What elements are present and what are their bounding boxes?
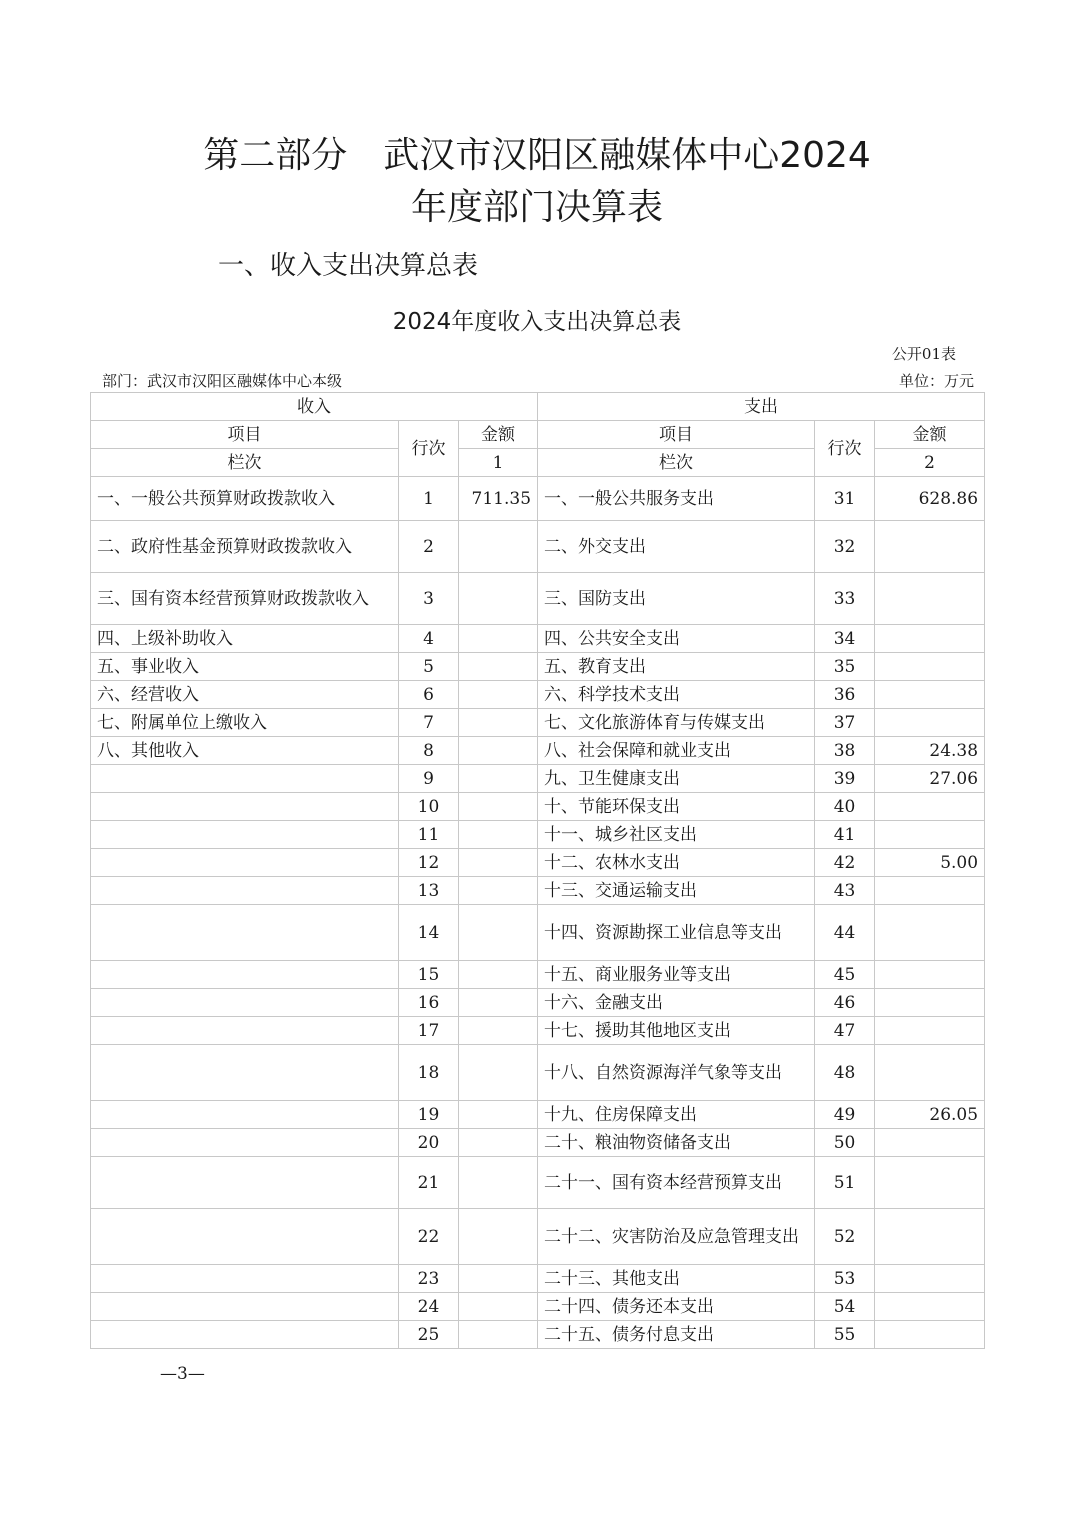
header-income: 收入 <box>91 393 538 421</box>
income-item-cell: 五、事业收入 <box>91 653 399 681</box>
expense-item-cell: 四、公共安全支出 <box>538 625 815 653</box>
header-row-columns <box>91 421 985 449</box>
expense-item-cell: 二十一、国有资本经营预算支出 <box>538 1157 815 1209</box>
expense-amount-cell <box>875 1045 985 1101</box>
expense-row-no-cell: 34 <box>815 625 875 653</box>
expense-item-cell: 十三、交通运输支出 <box>538 877 815 905</box>
income-item-cell <box>91 821 399 849</box>
income-amount-cell <box>459 653 538 681</box>
expense-item-cell: 九、卫生健康支出 <box>538 765 815 793</box>
expense-row-no-cell: 37 <box>815 709 875 737</box>
income-row-no-cell: 6 <box>399 681 459 709</box>
expense-item-cell: 十一、城乡社区支出 <box>538 821 815 849</box>
expense-item-cell: 二十、粮油物资储备支出 <box>538 1129 815 1157</box>
income-row-no-cell: 22 <box>399 1209 459 1265</box>
expense-row-no-cell: 32 <box>815 521 875 573</box>
income-row-no-cell: 4 <box>399 625 459 653</box>
expense-item-cell: 一、一般公共服务支出 <box>538 477 815 521</box>
income-amount-cell <box>459 765 538 793</box>
expense-row-no-cell: 43 <box>815 877 875 905</box>
income-row-no-cell: 10 <box>399 793 459 821</box>
income-row-no-cell: 20 <box>399 1129 459 1157</box>
table-row <box>91 1157 985 1209</box>
expense-item-cell: 六、科学技术支出 <box>538 681 815 709</box>
expense-item-cell: 十二、农林水支出 <box>538 849 815 877</box>
income-row-no-cell: 12 <box>399 849 459 877</box>
income-amount-cell <box>459 989 538 1017</box>
income-item-cell <box>91 1157 399 1209</box>
expense-amount-cell <box>875 793 985 821</box>
table-row <box>91 573 985 625</box>
income-amount-cell <box>459 821 538 849</box>
header-expense-row-no: 行次 <box>815 421 875 477</box>
expense-amount-cell <box>875 709 985 737</box>
income-amount-cell <box>459 1017 538 1045</box>
table-row <box>91 765 985 793</box>
expense-amount-cell <box>875 1293 985 1321</box>
expense-amount-cell: 26.05 <box>875 1101 985 1129</box>
expense-row-no-cell: 55 <box>815 1321 875 1349</box>
income-amount-cell <box>459 1321 538 1349</box>
expense-item-cell: 八、社会保障和就业支出 <box>538 737 815 765</box>
expense-amount-cell <box>875 1157 985 1209</box>
income-amount-cell <box>459 681 538 709</box>
table-row <box>91 961 985 989</box>
expense-amount-cell <box>875 961 985 989</box>
expense-row-no-cell: 44 <box>815 905 875 961</box>
expense-item-cell: 十、节能环保支出 <box>538 793 815 821</box>
income-row-no-cell: 21 <box>399 1157 459 1209</box>
expense-amount-cell <box>875 1129 985 1157</box>
table-row <box>91 1129 985 1157</box>
expense-amount-cell <box>875 1321 985 1349</box>
income-row-no-cell: 2 <box>399 521 459 573</box>
income-item-cell <box>91 1045 399 1101</box>
expense-amount-cell <box>875 653 985 681</box>
expense-item-cell: 二十三、其他支出 <box>538 1265 815 1293</box>
expense-row-no-cell: 35 <box>815 653 875 681</box>
table-row <box>91 1209 985 1265</box>
income-item-cell: 八、其他收入 <box>91 737 399 765</box>
form-number: 公开01表 <box>891 345 956 363</box>
expense-item-cell: 二十四、债务还本支出 <box>538 1293 815 1321</box>
header-income-col-no: 1 <box>459 449 538 477</box>
expense-row-no-cell: 41 <box>815 821 875 849</box>
income-item-cell <box>91 849 399 877</box>
income-row-no-cell: 9 <box>399 765 459 793</box>
expense-amount-cell <box>875 1265 985 1293</box>
expense-amount-cell: 27.06 <box>875 765 985 793</box>
table-row <box>91 1017 985 1045</box>
income-row-no-cell: 13 <box>399 877 459 905</box>
table-row <box>91 1045 985 1101</box>
expense-item-cell: 十四、资源勘探工业信息等支出 <box>538 905 815 961</box>
income-amount-cell <box>459 1293 538 1321</box>
expense-amount-cell <box>875 625 985 653</box>
expense-item-cell: 二、外交支出 <box>538 521 815 573</box>
table-title: 2024年度收入支出决算总表 <box>392 309 682 335</box>
expense-row-no-cell: 40 <box>815 793 875 821</box>
header-expense-col-no: 2 <box>875 449 985 477</box>
income-item-cell: 三、国有资本经营预算财政拨款收入 <box>91 573 399 625</box>
table-row <box>91 905 985 961</box>
expense-item-cell: 十五、商业服务业等支出 <box>538 961 815 989</box>
table-row <box>91 877 985 905</box>
table-row <box>91 1293 985 1321</box>
unit-label: 单位：万元 <box>898 372 974 390</box>
table-row <box>91 681 985 709</box>
income-item-cell <box>91 765 399 793</box>
table-row <box>91 737 985 765</box>
income-row-no-cell: 18 <box>399 1045 459 1101</box>
header-income-row-no: 行次 <box>399 421 459 477</box>
income-amount-cell <box>459 709 538 737</box>
income-amount-cell <box>459 1265 538 1293</box>
header-row-sections <box>91 393 985 421</box>
income-amount-cell <box>459 1157 538 1209</box>
expense-row-no-cell: 39 <box>815 765 875 793</box>
table-row <box>91 521 985 573</box>
income-item-cell <box>91 877 399 905</box>
income-row-no-cell: 11 <box>399 821 459 849</box>
income-amount-cell <box>459 625 538 653</box>
expense-item-cell: 十六、金融支出 <box>538 989 815 1017</box>
income-amount-cell: 711.35 <box>459 477 538 521</box>
income-row-no-cell: 16 <box>399 989 459 1017</box>
expense-row-no-cell: 53 <box>815 1265 875 1293</box>
expense-row-no-cell: 31 <box>815 477 875 521</box>
income-row-no-cell: 25 <box>399 1321 459 1349</box>
table-row <box>91 821 985 849</box>
income-amount-cell <box>459 961 538 989</box>
expense-amount-cell: 628.86 <box>875 477 985 521</box>
income-amount-cell <box>459 1209 538 1265</box>
expense-amount-cell <box>875 1017 985 1045</box>
header-income-item: 项目 <box>91 421 399 449</box>
expense-row-no-cell: 38 <box>815 737 875 765</box>
expense-item-cell: 二十二、灾害防治及应急管理支出 <box>538 1209 815 1265</box>
expense-row-no-cell: 50 <box>815 1129 875 1157</box>
expense-item-cell: 三、国防支出 <box>538 573 815 625</box>
expense-item-cell: 十九、住房保障支出 <box>538 1101 815 1129</box>
income-item-cell <box>91 1129 399 1157</box>
expense-amount-cell: 5.00 <box>875 849 985 877</box>
income-item-cell: 一、一般公共预算财政拨款收入 <box>91 477 399 521</box>
income-amount-cell <box>459 573 538 625</box>
expense-row-no-cell: 47 <box>815 1017 875 1045</box>
income-amount-cell <box>459 877 538 905</box>
header-expense-amount: 金额 <box>875 421 985 449</box>
header-income-column: 栏次 <box>91 449 399 477</box>
income-expense-table <box>90 392 985 1349</box>
page-number: —3— <box>160 1364 205 1384</box>
income-item-cell <box>91 905 399 961</box>
income-row-no-cell: 23 <box>399 1265 459 1293</box>
table-row <box>91 477 985 521</box>
income-row-no-cell: 7 <box>399 709 459 737</box>
income-row-no-cell: 3 <box>399 573 459 625</box>
table-row <box>91 793 985 821</box>
expense-row-no-cell: 46 <box>815 989 875 1017</box>
table-row <box>91 1101 985 1129</box>
table-row <box>91 989 985 1017</box>
income-row-no-cell: 24 <box>399 1293 459 1321</box>
section-heading: 一、收入支出决算总表 <box>218 251 479 281</box>
header-expense-column: 栏次 <box>538 449 815 477</box>
income-item-cell <box>91 1293 399 1321</box>
header-expense: 支出 <box>538 393 985 421</box>
income-row-no-cell: 19 <box>399 1101 459 1129</box>
income-item-cell <box>91 989 399 1017</box>
table-row <box>91 625 985 653</box>
income-item-cell: 二、政府性基金预算财政拨款收入 <box>91 521 399 573</box>
expense-amount-cell <box>875 877 985 905</box>
income-item-cell <box>91 1209 399 1265</box>
income-item-cell <box>91 793 399 821</box>
income-item-cell: 七、附属单位上缴收入 <box>91 709 399 737</box>
income-item-cell: 六、经营收入 <box>91 681 399 709</box>
expense-row-no-cell: 36 <box>815 681 875 709</box>
expense-item-cell: 十七、援助其他地区支出 <box>538 1017 815 1045</box>
income-item-cell <box>91 1265 399 1293</box>
header-expense-item: 项目 <box>538 421 815 449</box>
income-item-cell: 四、上级补助收入 <box>91 625 399 653</box>
expense-amount-cell <box>875 1209 985 1265</box>
table-row <box>91 1321 985 1349</box>
income-row-no-cell: 14 <box>399 905 459 961</box>
income-row-no-cell: 17 <box>399 1017 459 1045</box>
expense-row-no-cell: 42 <box>815 849 875 877</box>
income-amount-cell <box>459 1101 538 1129</box>
expense-row-no-cell: 51 <box>815 1157 875 1209</box>
income-amount-cell <box>459 737 538 765</box>
income-row-no-cell: 8 <box>399 737 459 765</box>
income-amount-cell <box>459 521 538 573</box>
expense-amount-cell <box>875 681 985 709</box>
expense-row-no-cell: 33 <box>815 573 875 625</box>
expense-amount-cell <box>875 573 985 625</box>
income-row-no-cell: 1 <box>399 477 459 521</box>
expense-row-no-cell: 48 <box>815 1045 875 1101</box>
expense-row-no-cell: 54 <box>815 1293 875 1321</box>
document-title-line2: 年度部门决算表 <box>410 187 663 228</box>
income-amount-cell <box>459 1129 538 1157</box>
income-item-cell <box>91 1101 399 1129</box>
table-row <box>91 1265 985 1293</box>
expense-row-no-cell: 49 <box>815 1101 875 1129</box>
department-label: 部门：武汉市汉阳区融媒体中心本级 <box>102 372 343 390</box>
table-row <box>91 653 985 681</box>
expense-amount-cell <box>875 989 985 1017</box>
document-title-line1: 第二部分 武汉市汉阳区融媒体中心2024 <box>203 135 871 176</box>
table-row <box>91 849 985 877</box>
expense-amount-cell: 24.38 <box>875 737 985 765</box>
table-row <box>91 709 985 737</box>
expense-item-cell: 五、教育支出 <box>538 653 815 681</box>
income-amount-cell <box>459 1045 538 1101</box>
expense-row-no-cell: 45 <box>815 961 875 989</box>
expense-amount-cell <box>875 821 985 849</box>
income-amount-cell <box>459 793 538 821</box>
income-amount-cell <box>459 905 538 961</box>
income-amount-cell <box>459 849 538 877</box>
expense-amount-cell <box>875 905 985 961</box>
expense-item-cell: 七、文化旅游体育与传媒支出 <box>538 709 815 737</box>
header-income-amount: 金额 <box>459 421 538 449</box>
expense-item-cell: 二十五、债务付息支出 <box>538 1321 815 1349</box>
income-row-no-cell: 15 <box>399 961 459 989</box>
expense-row-no-cell: 52 <box>815 1209 875 1265</box>
expense-item-cell: 十八、自然资源海洋气象等支出 <box>538 1045 815 1101</box>
income-item-cell <box>91 961 399 989</box>
income-item-cell <box>91 1321 399 1349</box>
income-item-cell <box>91 1017 399 1045</box>
income-row-no-cell: 5 <box>399 653 459 681</box>
expense-amount-cell <box>875 521 985 573</box>
